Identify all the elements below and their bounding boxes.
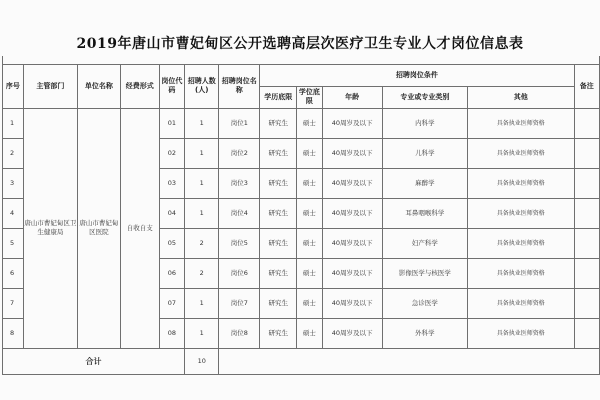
row-seq: 5: [3, 228, 24, 258]
row-seq: 6: [3, 258, 24, 288]
row-degree: 硕士: [297, 168, 322, 198]
row-degree: 硕士: [297, 288, 322, 318]
row-count: 1: [185, 288, 219, 318]
row-age: 40周岁及以下: [322, 318, 382, 348]
row-count: 1: [185, 168, 219, 198]
row-code: 04: [159, 198, 184, 228]
row-degree: 硕士: [297, 108, 322, 138]
total-row: [3, 348, 600, 374]
row-major: 耳鼻咽喉科学: [382, 198, 467, 228]
row-age: 40周岁及以下: [322, 108, 382, 138]
header-funding: 经费形式: [120, 64, 159, 108]
row-note: [574, 138, 600, 168]
merged-unit: 唐山市曹妃甸区医院: [78, 108, 121, 348]
row-degree: 硕士: [297, 228, 322, 258]
table-row: [3, 108, 600, 138]
row-code: 05: [159, 228, 184, 258]
row-education: 研究生: [260, 258, 297, 288]
row-note: [574, 228, 600, 258]
merged-dept: 唐山市曹妃甸区卫生健康局: [23, 108, 77, 348]
row-education: 研究生: [260, 198, 297, 228]
row-post: 岗位2: [219, 138, 260, 168]
row-note: [574, 288, 600, 318]
row-degree: 硕士: [297, 198, 322, 228]
row-other: 具备执业医师资格: [468, 288, 575, 318]
total-count: 10: [185, 348, 219, 374]
header-row-1: [3, 64, 600, 86]
row-major: 妇产科学: [382, 228, 467, 258]
row-age: 40周岁及以下: [322, 168, 382, 198]
row-post: 岗位5: [219, 228, 260, 258]
row-education: 研究生: [260, 138, 297, 168]
row-post: 岗位4: [219, 198, 260, 228]
row-note: [574, 198, 600, 228]
row-major: 内科学: [382, 108, 467, 138]
row-degree: 硕士: [297, 258, 322, 288]
row-code: 08: [159, 318, 184, 348]
header-unit: 单位名称: [78, 64, 121, 108]
row-seq: 2: [3, 138, 24, 168]
row-age: 40周岁及以下: [322, 228, 382, 258]
merged-funding: 自收自支: [120, 108, 159, 348]
header-age: 年龄: [322, 86, 382, 108]
row-code: 01: [159, 108, 184, 138]
row-education: 研究生: [260, 288, 297, 318]
row-note: [574, 108, 600, 138]
row-age: 40周岁及以下: [322, 138, 382, 168]
row-count: 2: [185, 228, 219, 258]
header-other: 其他: [468, 86, 575, 108]
row-note: [574, 168, 600, 198]
row-education: 研究生: [260, 108, 297, 138]
row-post: 岗位3: [219, 168, 260, 198]
header-strip-row: [3, 56, 600, 64]
row-degree: 硕士: [297, 138, 322, 168]
row-code: 02: [159, 138, 184, 168]
row-other: 具备执业医师资格: [468, 168, 575, 198]
row-count: 1: [185, 198, 219, 228]
header-strip: [3, 56, 600, 64]
page-title: 2019年唐山市曹妃甸区公开选聘高层次医疗卫生专业人才岗位信息表: [76, 36, 524, 52]
row-post: 岗位8: [219, 318, 260, 348]
row-other: 具备执业医师资格: [468, 228, 575, 258]
row-post: 岗位1: [219, 108, 260, 138]
header-education: 学历底限: [260, 86, 297, 108]
row-education: 研究生: [260, 228, 297, 258]
row-major: 麻醉学: [382, 168, 467, 198]
row-other: 具备执业医师资格: [468, 108, 575, 138]
row-code: 07: [159, 288, 184, 318]
row-count: 1: [185, 108, 219, 138]
row-note: [574, 318, 600, 348]
row-seq: 7: [3, 288, 24, 318]
total-blank: [219, 348, 600, 374]
row-post: 岗位6: [219, 258, 260, 288]
header-post-name: 招聘岗位名称: [219, 64, 260, 108]
row-count: 1: [185, 138, 219, 168]
row-degree: 硕士: [297, 318, 322, 348]
row-major: 外科学: [382, 318, 467, 348]
header-conditions: 招聘岗位条件: [260, 64, 574, 86]
header-hire-count: 招聘人数(人): [185, 64, 219, 108]
row-seq: 4: [3, 198, 24, 228]
header-note: 备注: [574, 64, 600, 108]
header-dept: 主管部门: [23, 64, 77, 108]
row-other: 具备执业医师资格: [468, 198, 575, 228]
total-label: 合计: [3, 348, 185, 374]
row-seq: 1: [3, 108, 24, 138]
row-note: [574, 258, 600, 288]
row-age: 40周岁及以下: [322, 288, 382, 318]
header-degree: 学位底限: [297, 86, 322, 108]
row-other: 具备执业医师资格: [468, 258, 575, 288]
row-seq: 8: [3, 318, 24, 348]
header-post-code: 岗位代码: [159, 64, 184, 108]
row-age: 40周岁及以下: [322, 258, 382, 288]
row-seq: 3: [3, 168, 24, 198]
row-count: 1: [185, 318, 219, 348]
row-code: 03: [159, 168, 184, 198]
row-education: 研究生: [260, 168, 297, 198]
row-other: 具备执业医师资格: [468, 318, 575, 348]
row-count: 2: [185, 258, 219, 288]
row-education: 研究生: [260, 318, 297, 348]
row-age: 40周岁及以下: [322, 198, 382, 228]
row-code: 06: [159, 258, 184, 288]
header-major: 专业或专业类别: [382, 86, 467, 108]
row-post: 岗位7: [219, 288, 260, 318]
row-major: 影像医学与核医学: [382, 258, 467, 288]
header-seq: 序号: [3, 64, 24, 108]
row-major: 儿科学: [382, 138, 467, 168]
job-info-table: [2, 56, 600, 375]
row-major: 急诊医学: [382, 288, 467, 318]
row-other: 具备执业医师资格: [468, 138, 575, 168]
